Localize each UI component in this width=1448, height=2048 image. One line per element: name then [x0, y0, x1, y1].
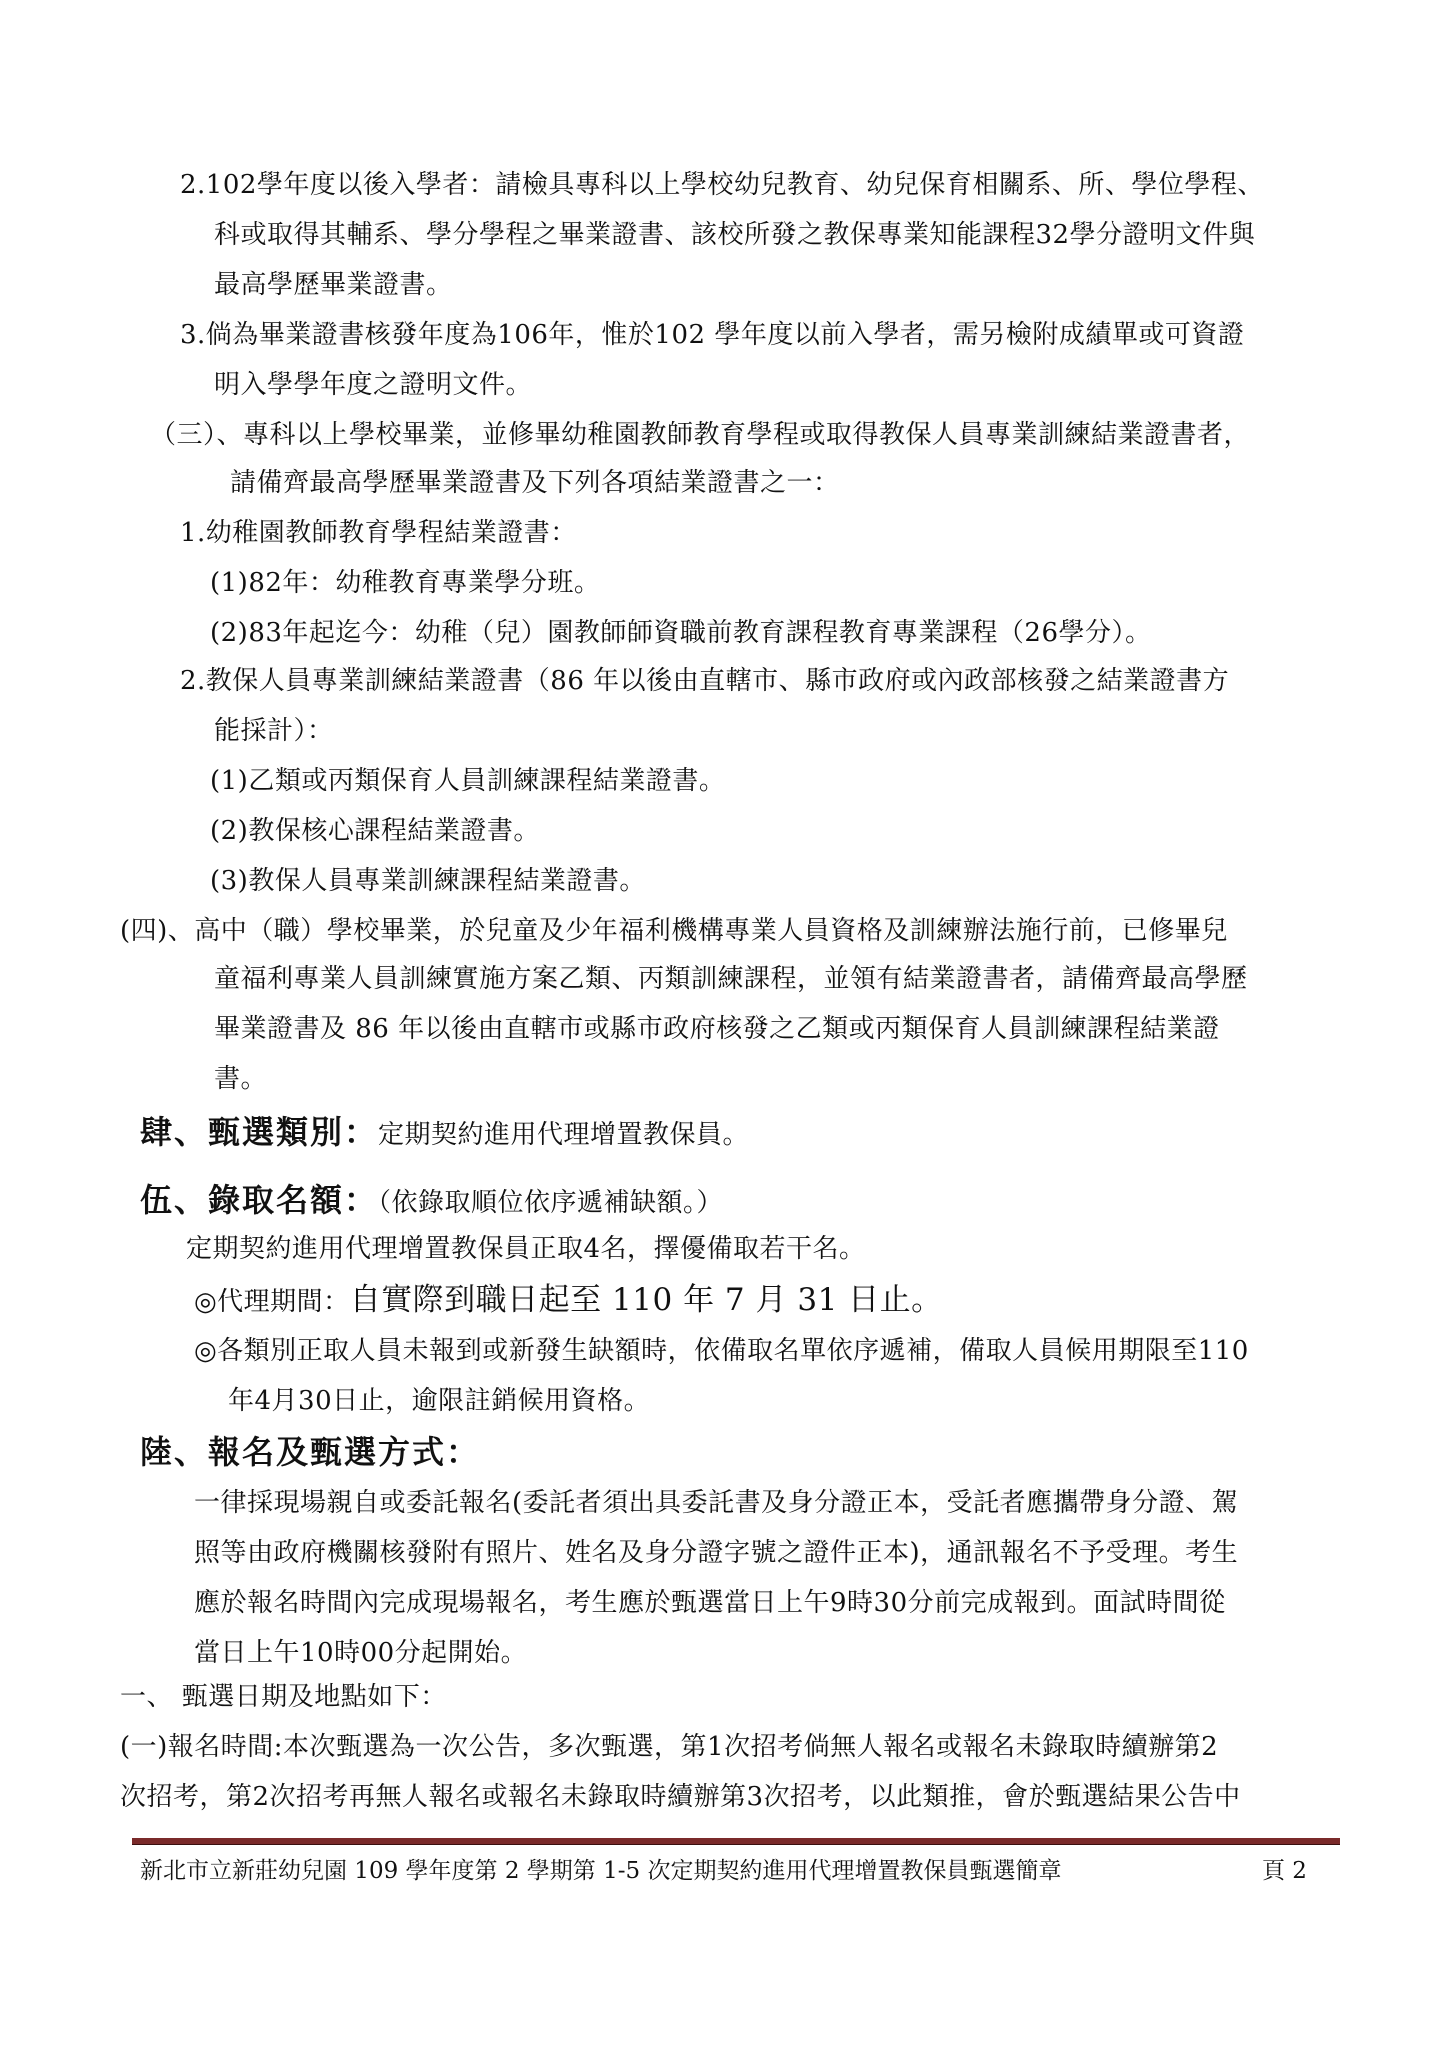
text-line: 請備齊最高學歷畢業證書及下列各項結業證書之一：	[230, 468, 840, 498]
text-line: 年4月30日止，逾限註銷候用資格。	[228, 1386, 651, 1416]
text-line: 書。	[214, 1064, 268, 1094]
text-line: 照等由政府機關核發附有照片、姓名及身分證字號之證件正本)，通訊報名不予受理。考生	[194, 1538, 1239, 1568]
text-line: 科或取得其輔系、學分學程之畢業證書、該校所發之教保專業知能課程32學分證明文件與	[214, 220, 1256, 250]
text-line: 1.幼稚園教師教育學程結業證書：	[180, 518, 577, 548]
text-line: (1)82年：幼稚教育專業學分班。	[210, 568, 601, 598]
text-line: 2.102學年度以後入學者：請檢具專科以上學校幼兒教育、幼兒保育相關系、所、學位學程、	[180, 170, 1264, 200]
section-4-title: 肆、甄選類別：	[140, 1113, 379, 1151]
text-line: 童福利專業人員訓練實施方案乙類、丙類訓練課程，並領有結業證書者，請備齊最高學歷	[214, 964, 1248, 994]
text-line: 明入學學年度之證明文件。	[214, 370, 533, 400]
text-line: 應於報名時間內完成現場報名，考生應於甄選當日上午9時30分前完成報到。面試時間從	[194, 1588, 1226, 1618]
page-number: 頁 2	[1262, 1858, 1307, 1884]
text-line: (四)、高中（職）學校畢業，於兒童及少年福利機構專業人員資格及訓練辦法施行前，已修畢兒	[120, 916, 1228, 946]
text-line: 一、 甄選日期及地點如下：	[120, 1682, 447, 1712]
text-line: 2.教保人員專業訓練結業證書（86 年以後由直轄市、縣市政府或內政部核發之結業證書方	[180, 666, 1230, 696]
section-6-heading: 陸、報名及甄選方式：	[140, 1433, 481, 1471]
text-line: 畢業證書及 86 年以後由直轄市或縣市政府核發之乙類或丙類保育人員訓練課程結業證	[214, 1014, 1220, 1044]
footer-title: 新北市立新莊幼兒園 109 學年度第 2 學期第 1-5 次定期契約進用代理增置教保員甄選簡章	[140, 1858, 1062, 1884]
section-5-heading	[140, 1180, 723, 1223]
text-line: 3.倘為畢業證書核發年度為106年，惟於102 學年度以前入學者，需另檢附成績單或可資證	[180, 320, 1245, 350]
text-line: (1)乙類或丙類保育人員訓練課程結業證書。	[210, 766, 726, 796]
period-value: 自實際到職日起至 110 年 7 月 31 日止。	[349, 1282, 943, 1318]
footer-rule	[132, 1838, 1340, 1845]
period-line	[194, 1280, 943, 1320]
text-line: 能採計）：	[214, 716, 334, 746]
text-line: （三）、專科以上學校畢業，並修畢幼稚園教師教育學程或取得教保人員專業訓練結業證書者，	[150, 420, 1251, 450]
text-line: (3)教保人員專業訓練課程結業證書。	[210, 866, 646, 896]
period-label: ◎代理期間：	[194, 1287, 350, 1317]
section-4-heading	[140, 1112, 749, 1155]
text-line: (一)報名時間:本次甄選為一次公告，多次甄選，第1次招考倘無人報名或報名未錄取時續辦第2	[120, 1732, 1219, 1762]
text-line: 一律採現場親自或委託報名(委託者須出具委託書及身分證正本，受託者應攜帶身分證、駕	[194, 1488, 1239, 1518]
text-line: 當日上午10時00分起開始。	[194, 1638, 528, 1668]
text-line: ◎各類別正取人員未報到或新發生缺額時，依備取名單依序遞補，備取人員候用期限至110	[194, 1336, 1249, 1366]
text-line: 最高學歷畢業證書。	[214, 270, 453, 300]
section-5-note: （依錄取順位依序遞補缺額。）	[378, 1188, 724, 1218]
section-5-title: 伍、錄取名額：	[140, 1181, 379, 1219]
text-line: 次招考，第2次招考再無人報名或報名未錄取時續辦第3次招考，以此類推，會於甄選結果公告中	[120, 1782, 1241, 1812]
section-4-text: 定期契約進用代理增置教保員。	[378, 1120, 750, 1150]
text-line: (2)教保核心課程結業證書。	[210, 816, 540, 846]
text-line: 定期契約進用代理增置教保員正取4名，擇優備取若干名。	[186, 1234, 866, 1264]
text-line: (2)83年起迄今：幼稚（兒）園教師師資職前教育課程教育專業課程（26學分）。	[210, 618, 1152, 648]
